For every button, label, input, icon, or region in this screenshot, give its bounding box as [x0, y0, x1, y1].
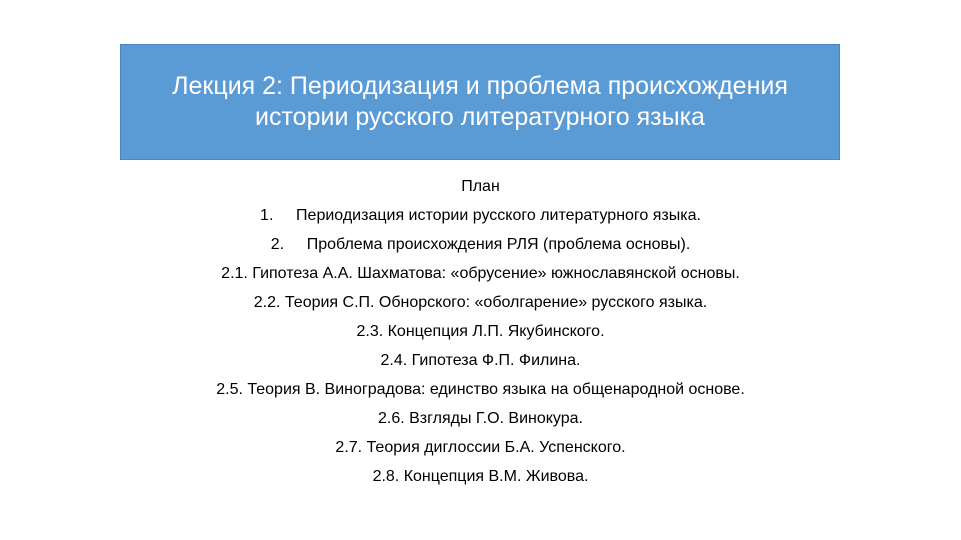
- item-number: 1.: [260, 207, 274, 224]
- subitem: 2.2. Теория С.П. Обнорского: «оболгарение» русского языка.: [253, 294, 708, 311]
- numbered-item: [0, 201, 961, 230]
- slide-title: Лекция 2: Периодизация и проблема происхождения истории русского литературного языка: [172, 72, 788, 131]
- item-text: Проблема происхождения РЛЯ (проблема основы).: [306, 236, 691, 253]
- subitem: 2.7. Теория диглоссии Б.А. Успенского.: [335, 439, 626, 456]
- subitem: 2.6. Взгляды Г.О. Винокура.: [378, 410, 583, 427]
- subitem: 2.8. Концепция В.М. Живова.: [372, 468, 589, 485]
- numbered-item: [0, 230, 961, 259]
- subitem: 2.4. Гипотеза Ф.П. Филина.: [380, 352, 581, 369]
- subitem: 2.1. Гипотеза А.А. Шахматова: «обрусение» южнославянской основы.: [221, 265, 740, 282]
- subitem: 2.3. Концепция Л.П. Якубинского.: [356, 323, 605, 340]
- plan-body: [0, 172, 961, 491]
- plan-heading: План: [461, 178, 500, 195]
- title-banner: [120, 44, 840, 160]
- item-number: 2.: [270, 236, 285, 253]
- subitem: 2.5. Теория В. Виноградова: единство языка на общенародной основе.: [216, 381, 745, 398]
- item-text: Периодизация истории русского литературного языка.: [296, 207, 701, 224]
